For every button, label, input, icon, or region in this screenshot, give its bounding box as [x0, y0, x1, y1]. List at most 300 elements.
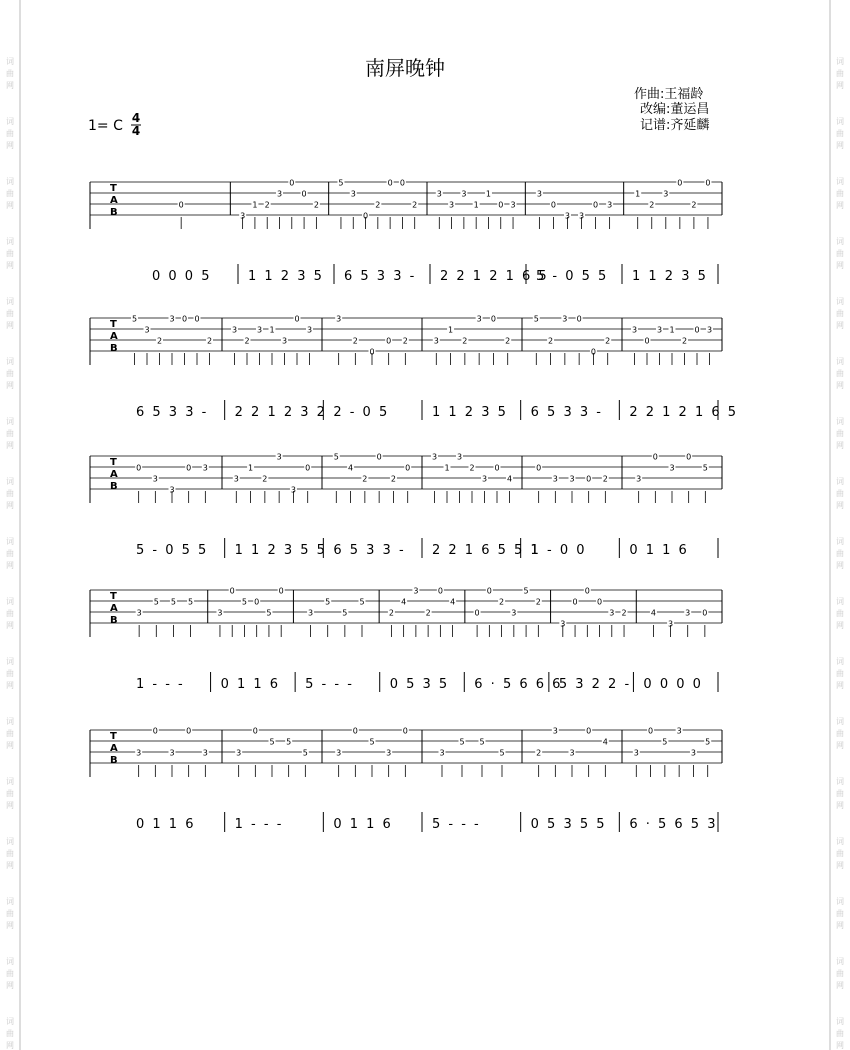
watermark-glyph: 词 [6, 537, 14, 546]
fret-number: 0 [590, 347, 596, 357]
jianpu-measure: 0 1 1 6 [629, 543, 689, 558]
composer-credit: 作曲:王福龄 [634, 87, 704, 102]
fret-number: 4 [348, 463, 354, 473]
jianpu-measure: 0 1 1 6 [136, 817, 196, 832]
watermark-glyph: 词 [6, 477, 14, 486]
fret-number: 0 [387, 178, 393, 188]
fret-number: 0 [490, 314, 496, 324]
fret-number: 2 [375, 200, 381, 210]
fret-number: 2 [402, 336, 408, 346]
watermark-glyph: 网 [836, 741, 844, 750]
watermark-glyph: 词 [836, 297, 844, 306]
fret-number: 0 [652, 452, 658, 462]
fret-number: 2 [681, 336, 688, 346]
fret-number: 4 [602, 737, 608, 747]
fret-number: 0 [572, 597, 578, 607]
watermark-glyph: 词 [6, 417, 14, 426]
watermark-glyph: 网 [6, 981, 14, 990]
fret-number: 5 [325, 597, 331, 607]
watermark-glyph: 曲 [6, 429, 14, 438]
watermark-glyph: 曲 [6, 309, 14, 318]
fret-number: 0 [586, 474, 592, 484]
watermark-glyph: 曲 [6, 909, 14, 918]
watermark-glyph: 曲 [6, 789, 14, 798]
fret-number: 3 [236, 748, 242, 758]
fret-number: 1 [444, 463, 450, 473]
watermark-glyph: 曲 [6, 489, 14, 498]
fret-number: 0 [705, 178, 711, 188]
fret-number: 3 [276, 189, 283, 199]
fret-number: 5 [188, 597, 194, 607]
fret-number: 2 [469, 463, 475, 473]
watermark-glyph: 网 [6, 261, 14, 270]
fret-number: 4 [506, 474, 513, 484]
watermark-glyph: 词 [836, 477, 844, 486]
fret-number: 5 [662, 737, 668, 747]
fret-number: 0 [405, 463, 411, 473]
fret-number: 2 [425, 608, 431, 618]
watermark-glyph: 曲 [836, 249, 844, 258]
fret-number: 2 [156, 336, 163, 346]
fret-number: 5 [170, 597, 176, 607]
fret-number: 3 [386, 748, 392, 758]
fret-number: 0 [229, 586, 235, 596]
fret-number: 5 [338, 178, 344, 188]
watermark-glyph: 网 [6, 741, 14, 750]
fret-number: 3 [685, 608, 691, 618]
jianpu-measure: 5 - 0 5 5 [136, 543, 209, 558]
fret-number: 3 [306, 325, 313, 335]
jianpu-measure: 6 · 5 6 6 6 [474, 677, 563, 692]
fret-number: 3 [136, 608, 142, 618]
tab-clef-letter: T [110, 731, 117, 742]
watermark-glyph: 词 [836, 357, 844, 366]
fret-number: 3 [562, 314, 568, 324]
fret-number: 0 [386, 336, 392, 346]
fret-number: 0 [305, 463, 311, 473]
fret-number: 3 [169, 748, 175, 758]
time-signature-bottom: 4 [131, 124, 141, 138]
jianpu-measure: 6 5 3 3 - [136, 405, 209, 420]
watermark-glyph: 曲 [836, 849, 844, 858]
watermark-glyph: 网 [836, 621, 844, 630]
tab-clef-letter: B [110, 755, 118, 766]
jianpu-measure: 0 0 0 0 [643, 677, 703, 692]
watermark-glyph: 词 [6, 777, 14, 786]
fret-number: 5 [333, 452, 339, 462]
fret-number: 3 [476, 314, 482, 324]
fret-number: 1 [635, 189, 641, 199]
fret-number: 3 [633, 748, 639, 758]
tab-clef-letter: A [110, 743, 118, 754]
tab-clef-letter: B [110, 207, 118, 218]
fret-number: 1 [485, 189, 492, 199]
fret-number: 0 [584, 586, 590, 596]
watermark-glyph: 网 [836, 441, 844, 450]
fret-number: 0 [498, 200, 504, 210]
fret-number: 0 [352, 726, 358, 736]
fret-number: 3 [569, 748, 575, 758]
watermark-glyph: 词 [836, 717, 844, 726]
fret-number: 0 [186, 463, 192, 473]
fret-number: 1 [669, 325, 675, 335]
fret-number: 0 [644, 336, 650, 346]
watermark-glyph: 网 [6, 381, 14, 390]
fret-number: 3 [281, 336, 288, 346]
tab-clef-letter: T [110, 457, 117, 468]
jianpu-measure: 2 2 1 2 3 2 [234, 405, 327, 420]
fret-number: 3 [202, 463, 208, 473]
fret-number: 5 [499, 748, 505, 758]
fret-number: 2 [362, 474, 368, 484]
jianpu-measure: 2 - 0 5 [333, 405, 390, 420]
jianpu-measure: 5 - - - [305, 677, 354, 692]
fret-number: 5 [705, 737, 711, 747]
watermark-glyph: 曲 [6, 69, 14, 78]
fret-number: 1 [473, 200, 479, 210]
fret-number: 2 [499, 597, 505, 607]
fret-number: 0 [181, 314, 188, 324]
jianpu-measure: 1 1 2 3 5 [248, 269, 324, 284]
tab-clef-letter: B [110, 343, 118, 354]
fret-number: 2 [536, 748, 542, 758]
fret-number: 3 [240, 211, 246, 221]
fret-number: 2 [605, 336, 611, 346]
jianpu-measure: 1 - - - [136, 677, 185, 692]
watermark-glyph: 网 [6, 861, 14, 870]
fret-number: 2 [649, 200, 655, 210]
fret-number: 0 [362, 211, 369, 221]
fret-number: 1 [269, 325, 275, 335]
fret-number: 0 [437, 586, 443, 596]
watermark-glyph: 网 [836, 321, 844, 330]
fret-number: 3 [461, 189, 467, 199]
watermark-glyph: 网 [836, 681, 844, 690]
fret-number: 3 [636, 474, 642, 484]
arranger-credit: 改编:董运昌 [640, 102, 710, 117]
fret-number: 2 [244, 336, 250, 346]
watermark-glyph: 曲 [6, 1029, 14, 1038]
jianpu-measure: 1 1 2 3 5 [632, 269, 708, 284]
fret-number: 2 [462, 336, 468, 346]
fret-number: 1 [248, 463, 254, 473]
watermark-glyph: 曲 [6, 849, 14, 858]
watermark-glyph: 曲 [836, 909, 844, 918]
fret-number: 4 [401, 597, 407, 607]
fret-number: 3 [676, 726, 682, 736]
watermark-glyph: 网 [6, 321, 14, 330]
watermark-glyph: 网 [836, 561, 844, 570]
fret-number: 1 [448, 325, 454, 335]
watermark-glyph: 曲 [836, 969, 844, 978]
fret-number: 0 [399, 178, 405, 188]
watermark-glyph: 词 [836, 777, 844, 786]
watermark-glyph: 网 [6, 681, 14, 690]
fret-number: 5 [369, 737, 375, 747]
fret-number: 0 [376, 452, 382, 462]
fret-number: 0 [486, 586, 492, 596]
watermark-glyph: 词 [6, 237, 14, 246]
score-system [90, 179, 722, 285]
watermark-glyph: 曲 [6, 369, 14, 378]
tab-clef-letter: T [110, 319, 117, 330]
watermark-glyph: 词 [836, 117, 844, 126]
watermark-glyph: 词 [836, 57, 844, 66]
watermark-glyph: 曲 [836, 489, 844, 498]
fret-number: 3 [609, 608, 615, 618]
fret-number: 0 [252, 726, 258, 736]
transcriber-credit: 记谱:齐延麟 [640, 118, 710, 133]
fret-number: 2 [206, 336, 213, 346]
fret-number: 3 [569, 474, 575, 484]
watermark-glyph: 曲 [836, 789, 844, 798]
fret-number: 0 [677, 178, 683, 188]
fret-number: 3 [669, 463, 675, 473]
watermark-glyph: 曲 [836, 129, 844, 138]
fret-number: 0 [702, 608, 708, 618]
watermark-glyph: 网 [6, 501, 14, 510]
fret-number: 3 [552, 474, 558, 484]
tab-clef-letter: A [110, 603, 118, 614]
fret-number: 5 [533, 314, 539, 324]
fret-number: 3 [231, 325, 238, 335]
fret-number: 3 [144, 325, 150, 335]
fret-number: 3 [449, 200, 455, 210]
fret-number: 0 [254, 597, 260, 607]
fret-number: 0 [586, 726, 592, 736]
fret-number: 3 [510, 200, 516, 210]
fret-number: 3 [668, 619, 674, 629]
fret-number: 3 [439, 748, 445, 758]
jianpu-measure: 0 1 1 6 [220, 677, 281, 692]
jianpu-measure: 5 - 0 5 5 [536, 269, 609, 284]
fret-number: 4 [450, 597, 456, 607]
watermark-glyph: 网 [836, 981, 844, 990]
fret-number: 3 [607, 200, 613, 210]
fret-number: 0 [278, 586, 284, 596]
watermark-glyph: 词 [6, 177, 14, 186]
score-systems [90, 179, 738, 833]
fret-number: 3 [433, 336, 439, 346]
watermark-glyph: 词 [6, 897, 14, 906]
jianpu-measure: 6 5 3 3 - [344, 269, 417, 284]
fret-number: 0 [694, 325, 700, 335]
fret-number: 0 [186, 726, 192, 736]
fret-number: 3 [308, 608, 314, 618]
watermark-glyph: 曲 [6, 189, 14, 198]
jianpu-measure: 2 2 1 2 1 6 5 [440, 269, 549, 284]
fret-number: 0 [593, 200, 599, 210]
fret-number: 0 [369, 347, 375, 357]
fret-number: 5 [266, 608, 272, 618]
watermark-glyph: 词 [6, 57, 14, 66]
watermark-glyph: 曲 [6, 549, 14, 558]
jianpu-measure: 6 5 3 3 - [530, 405, 603, 420]
fret-number: 0 [597, 597, 603, 607]
fret-number: 3 [336, 314, 342, 324]
fret-number: 0 [686, 452, 692, 462]
tab-clef-letter: T [110, 591, 117, 602]
jianpu-measure: 2 2 1 6 5 5 1 [432, 543, 541, 558]
fret-number: 3 [578, 211, 585, 221]
fret-number: 3 [663, 189, 669, 199]
fret-number: 3 [152, 474, 158, 484]
watermark-glyph: 曲 [836, 609, 844, 618]
watermark-glyph: 词 [6, 717, 14, 726]
fret-number: 5 [131, 314, 138, 324]
fret-number: 0 [301, 189, 307, 199]
fret-number: 3 [217, 608, 223, 618]
fret-number: 3 [169, 314, 175, 324]
watermark-glyph: 词 [6, 597, 14, 606]
score-system [90, 587, 722, 693]
fret-number: 5 [302, 748, 308, 758]
fret-number: 4 [650, 608, 656, 618]
watermark-glyph: 曲 [836, 729, 844, 738]
fret-number: 3 [431, 452, 438, 462]
fret-number: 2 [262, 474, 268, 484]
jianpu-measure: 1 - - - [234, 817, 284, 832]
watermark-glyph: 网 [836, 141, 844, 150]
fret-number: 0 [194, 314, 200, 324]
fret-number: 0 [536, 463, 542, 473]
watermark-glyph: 网 [836, 201, 844, 210]
fret-number: 3 [436, 189, 442, 199]
watermark-glyph: 网 [6, 801, 14, 810]
watermark-glyph: 网 [836, 501, 844, 510]
fret-number: 5 [153, 597, 159, 607]
watermark-glyph: 词 [6, 357, 14, 366]
fret-number: 2 [691, 200, 697, 210]
watermark-glyph: 网 [836, 1041, 844, 1050]
tab-clef-letter: A [110, 195, 118, 206]
fret-number: 2 [535, 597, 541, 607]
watermark-glyph: 网 [6, 141, 14, 150]
tab-clef-letter: A [110, 331, 118, 342]
watermark-glyph: 词 [836, 237, 844, 246]
watermark-glyph: 网 [6, 201, 14, 210]
watermark-glyph: 曲 [836, 1029, 844, 1038]
score-system [90, 315, 738, 421]
watermark-glyph: 词 [836, 1017, 844, 1026]
watermark-glyph: 网 [6, 921, 14, 930]
watermark-glyph: 网 [6, 441, 14, 450]
watermark-glyph: 曲 [836, 549, 844, 558]
fret-number: 3 [350, 189, 356, 199]
fret-number: 2 [412, 200, 418, 210]
fret-number: 3 [564, 211, 571, 221]
fret-number: 0 [402, 726, 408, 736]
fret-number: 0 [550, 200, 556, 210]
fret-number: 5 [459, 737, 465, 747]
fret-number: 1 [252, 200, 258, 210]
fret-number: 3 [169, 485, 175, 495]
tab-clef-letter: B [110, 615, 118, 626]
watermark-glyph: 网 [6, 1041, 14, 1050]
fret-number: 0 [648, 726, 654, 736]
fret-number: 0 [136, 463, 142, 473]
watermark-glyph: 曲 [6, 609, 14, 618]
score-system [90, 727, 722, 833]
fret-number: 5 [523, 586, 529, 596]
key-signature: 1= C [88, 118, 123, 134]
page-title: 南屏晚钟 [365, 56, 445, 80]
watermark-glyph: 曲 [836, 369, 844, 378]
fret-number: 0 [576, 314, 582, 324]
jianpu-measure: 6 5 3 3 - [333, 543, 406, 558]
watermark-glyph: 网 [836, 261, 844, 270]
fret-number: 2 [505, 336, 511, 346]
fret-number: 5 [269, 737, 275, 747]
time-signature-top: 4 [131, 111, 141, 125]
jianpu-measure: 5 3 2 2 - [558, 677, 632, 692]
fret-number: 3 [552, 726, 558, 736]
fret-number: 0 [474, 608, 480, 618]
fret-number: 2 [352, 336, 358, 346]
watermark-glyph: 词 [836, 417, 844, 426]
fret-number: 3 [706, 325, 713, 335]
watermark-glyph: 词 [6, 117, 14, 126]
jianpu-measure: 0 1 1 6 [333, 817, 393, 832]
fret-number: 3 [336, 748, 342, 758]
fret-number: 0 [152, 726, 158, 736]
watermark-glyph: 网 [836, 921, 844, 930]
watermark-glyph: 词 [6, 957, 14, 966]
fret-number: 3 [631, 325, 638, 335]
watermark-glyph: 曲 [836, 669, 844, 678]
watermark-glyph: 网 [6, 561, 14, 570]
watermark-glyph: 词 [6, 297, 14, 306]
fret-number: 5 [702, 463, 708, 473]
jianpu-measure: 0 0 0 5 [152, 269, 212, 284]
fret-number: 3 [656, 325, 663, 335]
fret-number: 3 [233, 474, 239, 484]
fret-number: 3 [413, 586, 419, 596]
fret-number: 3 [456, 452, 463, 462]
fret-number: 5 [342, 608, 348, 618]
watermark-glyph: 网 [836, 801, 844, 810]
fret-number: 2 [313, 200, 319, 210]
fret-number: 3 [536, 189, 542, 199]
fret-number: 3 [276, 452, 282, 462]
watermark-glyph: 曲 [836, 429, 844, 438]
jianpu-measure: 1 1 2 3 5 [432, 405, 508, 420]
fret-number: 0 [178, 200, 184, 210]
fret-number: 3 [481, 474, 488, 484]
fret-number: 2 [548, 336, 554, 346]
fret-number: 5 [359, 597, 365, 607]
fret-number: 2 [388, 608, 394, 618]
watermark-glyph: 曲 [836, 69, 844, 78]
watermark-glyph: 曲 [836, 189, 844, 198]
jianpu-measure: 1 1 2 3 5 5 [234, 543, 327, 558]
fret-number: 3 [202, 748, 208, 758]
fret-number: 3 [560, 619, 566, 629]
fret-number: 3 [256, 325, 263, 335]
watermark-glyph: 曲 [6, 729, 14, 738]
fret-number: 3 [690, 748, 696, 758]
watermark-glyph: 词 [836, 957, 844, 966]
watermark-glyph: 词 [836, 597, 844, 606]
watermark-glyph: 网 [836, 381, 844, 390]
watermark-glyph: 词 [6, 1017, 14, 1026]
fret-number: 0 [494, 463, 500, 473]
watermark-glyph: 网 [6, 621, 14, 630]
jianpu-measure: 6 · 5 6 5 3 [629, 817, 718, 832]
jianpu-measure: 0 5 3 5 5 [530, 817, 607, 832]
watermark-glyph: 词 [6, 837, 14, 846]
watermark-glyph: 网 [836, 81, 844, 90]
